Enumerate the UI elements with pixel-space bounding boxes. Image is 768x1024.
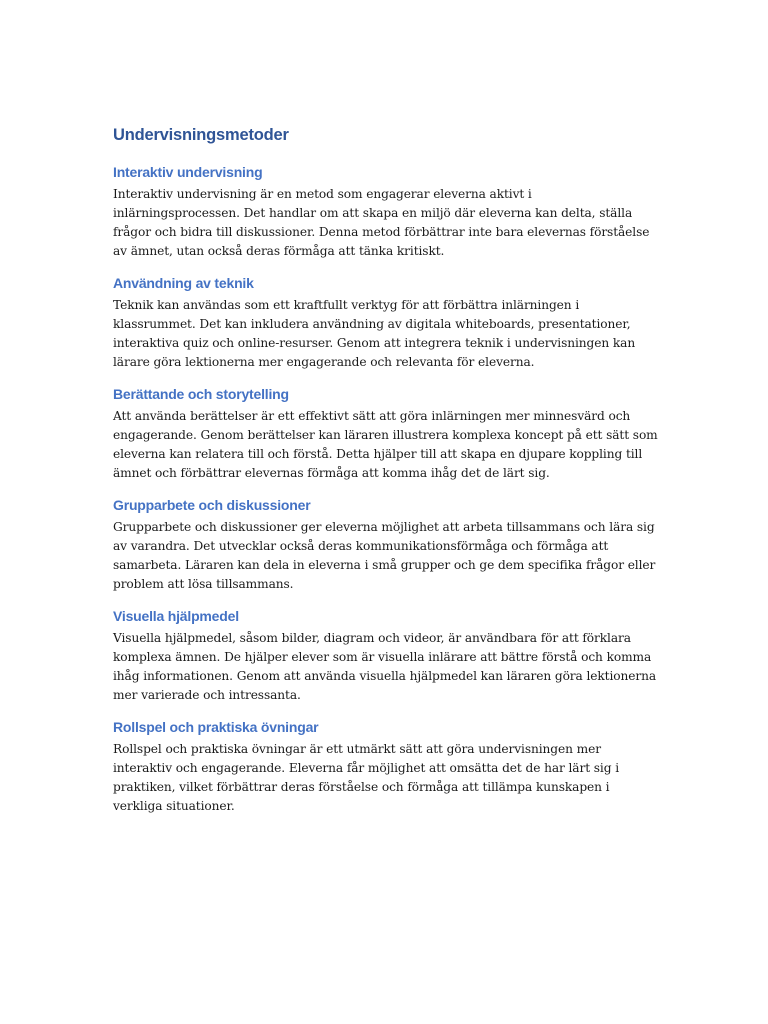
section-heading: Visuella hjälpmedel: [113, 608, 239, 624]
section-heading: Berättande och storytelling: [113, 386, 289, 402]
section-technology-use: [113, 273, 658, 372]
section-roleplay: [113, 717, 658, 816]
section-storytelling: [113, 384, 658, 483]
section-group-work: [113, 495, 658, 594]
section-paragraph: Interaktiv undervisning är en metod som engagerar eleverna aktivt i inlärningsprocessen. Det handlar om att skapa en miljö där eleverna kan delta, ställa frågor och bidra till diskussioner. Denna metod förbättrar inte bara elevernas förståelse av ämnet, utan också deras förmåga att tänka kritiskt.: [113, 187, 650, 258]
section-paragraph: Rollspel och praktiska övningar är ett utmärkt sätt att göra undervisningen mer interaktiv och engagerande. Eleverna får möjlighet att omsätta det de har lärt sig i praktiken, vilket förbättrar deras förståelse och förmåga att tillämpa kunskapen i verkliga situationer.: [113, 742, 619, 813]
section-visual-aids: [113, 606, 658, 705]
section-heading: Rollspel och praktiska övningar: [113, 719, 319, 735]
section-heading: Interaktiv undervisning: [113, 164, 263, 180]
section-paragraph: Visuella hjälpmedel, såsom bilder, diagram och videor, är användbara för att förklara komplexa ämnen. De hjälper elever som är visuella inlärare att bättre förstå och komma ihåg informationen. Genom att använda visuella hjälpmedel kan läraren göra lektionerna mer varierade och intressanta.: [113, 631, 656, 702]
section-paragraph: Teknik kan användas som ett kraftfullt verktyg för att förbättra inlärningen i klassrummet. Det kan inkludera användning av digitala whiteboards, presentationer, interaktiva quiz och online-resurser. Genom att integrera teknik i undervisningen kan lärare göra lektionerna mer engagerande och relevanta för eleverna.: [113, 298, 636, 369]
section-paragraph: Grupparbete och diskussioner ger eleverna möjlighet att arbeta tillsammans och lära sig av varandra. Det utvecklar också deras kommunikationsförmåga och förmåga att samarbeta. Läraren kan dela in eleverna i små grupper och ge dem specifika frågor eller problem att lösa tillsammans.: [113, 520, 656, 591]
section-heading: Användning av teknik: [113, 275, 254, 291]
section-interactive-teaching: [113, 162, 658, 261]
section-heading: Grupparbete och diskussioner: [113, 497, 311, 513]
document-title: Undervisningsmetoder: [113, 126, 289, 144]
document-content: [113, 124, 658, 828]
section-paragraph: Att använda berättelser är ett effektivt sätt att göra inlärningen mer minnesvärd och engagerande. Genom berättelser kan läraren illustrera komplexa koncept på ett sätt som eleverna kan relatera till och förstå. Detta hjälper till att skapa en djupare koppling till ämnet och förbättrar elevernas förmåga att komma ihåg det de lärt sig.: [113, 409, 658, 480]
